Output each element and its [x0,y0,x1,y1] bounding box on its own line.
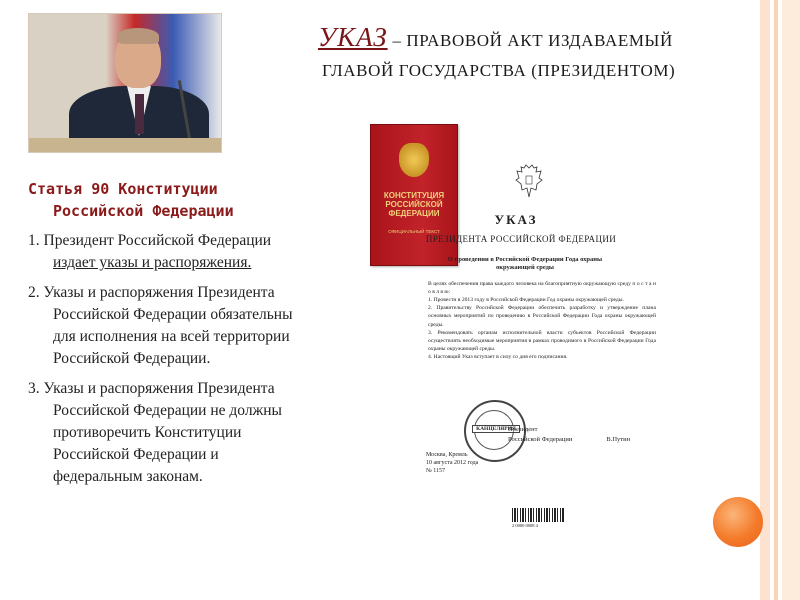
decree-document-image [416,160,664,540]
title-word: УКАЗ [318,22,388,52]
eagle-emblem-icon [514,164,544,200]
stamp-label: КАНЦЕЛЯРИЯ [472,425,520,433]
decree-point: 3. Рекомендовать органам исполнительной власти субъектов Российской Федерации осуществлять необходимые мероприятия в рамках проводимого в Российской Федерации Года охраны окружающей среды. [428,329,656,352]
slide-title [318,22,758,81]
article-heading [28,178,338,222]
decree-place: Москва, Кремль [426,452,468,458]
decorative-stripes [760,0,800,600]
title-line2: ГЛАВОЙ ГОСУДАРСТВА (ПРЕЗИДЕНТОМ) [322,61,676,80]
decree-heading: О проведении в Российской Федерации Года охраны окружающей среды [447,256,603,272]
decorative-orb [713,497,763,547]
article-heading-line2: Российской Федерации [53,202,234,220]
decree-point: 2. Правительству Российской Федерации обеспечить разработку и утверждение плана основных мероприятий по проведению в Российской Федерации Года охраны окружающей среды. [428,305,656,328]
decree-place-date [426,452,478,475]
barcode-number: 2 0000 0008 4 [512,523,538,528]
decree-preamble: В целях обеспечения права каждого человека на благоприятную окружающую среду п о с т а н о в л я ю: [428,281,656,296]
decree-subtitle: ПРЕЗИДЕНТА РОССИЙСКОЙ ФЕДЕРАЦИИ [425,234,617,244]
article-item-2: 2. Указы и распоряжения Президента Российской Федерации обязательны для исполнения на всей территории Российской Федерации. [28,284,293,367]
signer-name: В.Путин [606,436,631,443]
book-subtitle: ОФИЦИАЛЬНЫЙ ТЕКСТ [388,229,440,234]
decree-body [428,280,656,361]
book-title: КОНСТИТУЦИЯ РОССИЙСКОЙ ФЕДЕРАЦИИ [383,191,445,219]
signer-org: Российской Федерации В.Путин [508,436,631,443]
barcode [512,508,564,522]
decree-title: УКАЗ [494,212,538,227]
article-item-1: 1. Президент Российской Федерации издает указы и распоряжения. [28,232,272,271]
title-line1: ПРАВОВОЙ АКТ ИЗДАВАЕМЫЙ [406,31,673,50]
article-item-3: 3. Указы и распоряжения Президента Российской Федерации не должны противоречить Конституции Российской Федерации и федеральным законам. [28,380,282,485]
decree-point: 1. Провести в 2013 году в Российской Федерации Год охраны окружающей среды. [428,297,624,304]
article-heading-line1: Статья 90 Конституции [28,180,218,198]
decree-date: 10 августа 2012 года [426,459,479,466]
decree-number: № 1157 [426,467,446,474]
constitution-article [28,178,338,488]
signer-title: Президент [508,426,538,433]
title-dash: – [387,31,407,50]
decree-point: 4. Настоящий Указ вступает в силу со дня его подписания. [428,353,568,360]
president-photo [28,13,222,153]
